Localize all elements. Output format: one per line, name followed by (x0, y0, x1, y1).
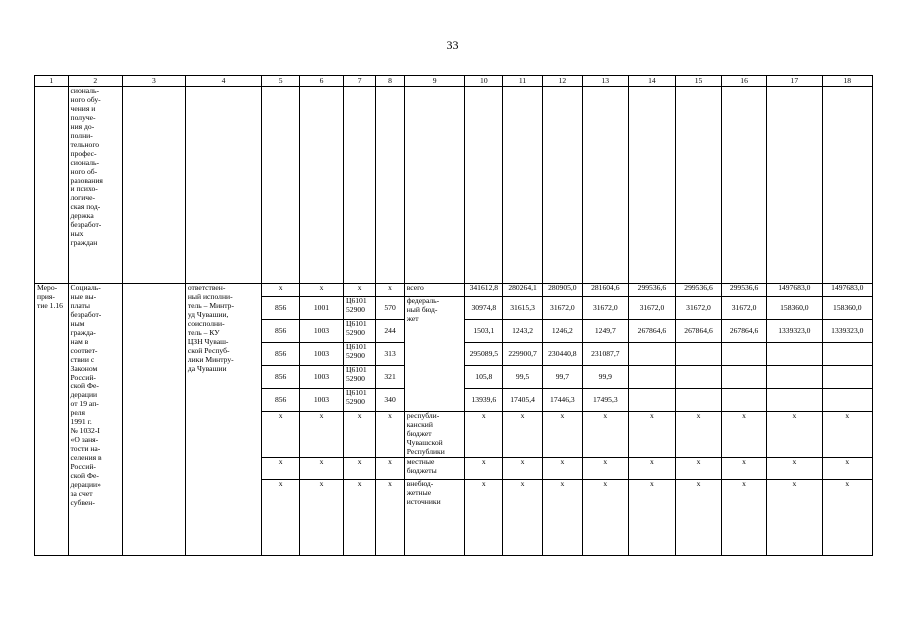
table-cell: 299536,6 (675, 284, 721, 297)
table-cell: x (299, 479, 343, 555)
table-cell (675, 343, 721, 366)
table-cell: Ц6101 52900 (343, 389, 375, 412)
continuation-text: сиональ- ного обу- чения и получе- ния до- полни- тельного профес- сиональ- ного об- разования и психо- логиче- ская под- держка безработ- ных граждан (68, 87, 122, 284)
table-cell: x (767, 479, 823, 555)
table-cell: 570 (376, 297, 404, 320)
table-cell: x (628, 479, 675, 555)
table-cell (722, 366, 767, 389)
col-header-8: 8 (376, 76, 404, 87)
table-cell: Ц6101 52900 (343, 320, 375, 343)
table-cell: x (675, 412, 721, 458)
col-header-9: 9 (404, 76, 465, 87)
measure-col3 (122, 284, 185, 556)
col-header-1: 1 (35, 76, 69, 87)
table-cell: 856 (262, 297, 300, 320)
table-cell: x (542, 412, 582, 458)
table-cell: 229900,7 (503, 343, 543, 366)
table-cell: Ц6101 52900 (343, 366, 375, 389)
table-cell: 295089,5 (465, 343, 503, 366)
table-cell: 99,7 (542, 366, 582, 389)
table-cell: 31672,0 (722, 297, 767, 320)
table-cell: 231087,7 (582, 343, 628, 366)
page-number: 33 (446, 38, 459, 52)
table-cell: 1497683,0 (822, 284, 872, 297)
table-cell: 321 (376, 366, 404, 389)
table-cell: x (822, 457, 872, 479)
measure-name: Социаль- ные вы- платы безработ- ным граждa- нам в соответ- ствии с Законом Россий- ской Фе- дерации от 19 ап- реля 1991 г. № 1032-I «О заня- тости на- селения в Россий- ской Фе- дерации» за счет субвен- (68, 284, 122, 556)
table-cell: 856 (262, 343, 300, 366)
table-cell: 856 (262, 389, 300, 412)
table-cell (822, 343, 872, 366)
table-cell: x (822, 479, 872, 555)
table-cell: 1003 (299, 343, 343, 366)
table-cell: 31672,0 (542, 297, 582, 320)
table-cell (767, 389, 823, 412)
table-cell: x (376, 479, 404, 555)
col-header-12: 12 (542, 76, 582, 87)
col-header-3: 3 (122, 76, 185, 87)
budget-table (34, 75, 873, 556)
table-cell: x (582, 457, 628, 479)
table-cell: 299536,6 (722, 284, 767, 297)
col-header-13: 13 (582, 76, 628, 87)
table-cell: x (343, 457, 375, 479)
table-cell: 267864,6 (722, 320, 767, 343)
table-cell: 105,8 (465, 366, 503, 389)
table-cell: x (628, 412, 675, 458)
table-cell: 1001 (299, 297, 343, 320)
table-cell: 30974,8 (465, 297, 503, 320)
measure-executor: ответствен- ный исполни- тель – Минтр- уд Чувашии, соисполни- тель – КУ ЦЗН Чуваш- ской Респуб- лики Минтру- да Чувашии (185, 284, 261, 556)
table-cell (628, 389, 675, 412)
col-header-2: 2 (68, 76, 122, 87)
table-cell: 856 (262, 320, 300, 343)
table-cell: 17405,4 (503, 389, 543, 412)
table-cell: 17495,3 (582, 389, 628, 412)
col-header-4: 4 (185, 76, 261, 87)
table-cell: 158360,0 (767, 297, 823, 320)
table-cell: 1003 (299, 366, 343, 389)
col-header-17: 17 (767, 76, 823, 87)
table-cell: 1249,7 (582, 320, 628, 343)
continuation-row (35, 87, 873, 284)
col-header-7: 7 (343, 76, 375, 87)
table-cell: x (262, 412, 300, 458)
table-cell: 299536,6 (628, 284, 675, 297)
table-cell: 1243,2 (503, 320, 543, 343)
table-cell: x (503, 457, 543, 479)
table-cell: 280905,0 (542, 284, 582, 297)
table-cell (628, 343, 675, 366)
table-cell: 158360,0 (822, 297, 872, 320)
source-republic: республи- канский бюджет Чувашской Республики (404, 412, 465, 458)
table-cell: 31615,3 (503, 297, 543, 320)
table-cell: 244 (376, 320, 404, 343)
table-cell (822, 389, 872, 412)
table-cell: 267864,6 (628, 320, 675, 343)
col-header-15: 15 (675, 76, 721, 87)
table-cell (722, 389, 767, 412)
col-header-6: 6 (299, 76, 343, 87)
col-header-11: 11 (503, 76, 543, 87)
table-cell: x (343, 479, 375, 555)
table-cell: 856 (262, 366, 300, 389)
table-cell: x (767, 412, 823, 458)
table-cell: 31672,0 (582, 297, 628, 320)
table-cell: 99,5 (503, 366, 543, 389)
table-cell: x (722, 479, 767, 555)
table-cell: Ц6101 52900 (343, 297, 375, 320)
table-cell: 31672,0 (675, 297, 721, 320)
table-cell: 1339323,0 (767, 320, 823, 343)
table-cell: 17446,3 (542, 389, 582, 412)
source-offbudget: внебюд- жетные источники (404, 479, 465, 555)
table-cell: x (822, 412, 872, 458)
col-header-5: 5 (262, 76, 300, 87)
source-total: всего (404, 284, 465, 297)
table-cell: x (582, 479, 628, 555)
table-cell: x (343, 284, 375, 297)
col-header-18: 18 (822, 76, 872, 87)
table-cell: 340 (376, 389, 404, 412)
table-cell: 1497683,0 (767, 284, 823, 297)
measure-status: Меро- прия- тие 1.16 (35, 284, 69, 556)
table-cell: 267864,6 (675, 320, 721, 343)
table-cell: x (262, 479, 300, 555)
table-cell: x (628, 457, 675, 479)
table-cell: 1003 (299, 389, 343, 412)
table-cell: x (542, 479, 582, 555)
table-cell: x (299, 457, 343, 479)
table-cell: x (262, 284, 300, 297)
column-number-row (35, 76, 873, 87)
table-cell: x (299, 412, 343, 458)
table-cell: 1003 (299, 320, 343, 343)
table-cell (822, 366, 872, 389)
table-cell: 31672,0 (628, 297, 675, 320)
table-cell: x (503, 479, 543, 555)
table-cell: 1339323,0 (822, 320, 872, 343)
table-cell (628, 366, 675, 389)
table-cell (675, 366, 721, 389)
col-header-14: 14 (628, 76, 675, 87)
table-cell: 1503,1 (465, 320, 503, 343)
source-local: местные бюджеты (404, 457, 465, 479)
table-cell: x (299, 284, 343, 297)
table-cell: x (262, 457, 300, 479)
table-cell: x (503, 412, 543, 458)
col-header-10: 10 (465, 76, 503, 87)
table-cell: x (675, 479, 721, 555)
table-cell: x (675, 457, 721, 479)
table-cell: x (465, 479, 503, 555)
table-cell: 281604,6 (582, 284, 628, 297)
table-cell (767, 343, 823, 366)
table-cell: x (376, 284, 404, 297)
table-cell: 280264,1 (503, 284, 543, 297)
table-cell: Ц6101 52900 (343, 343, 375, 366)
table-cell: x (582, 412, 628, 458)
table-row (35, 284, 873, 297)
table-cell: 99,9 (582, 366, 628, 389)
table-cell (675, 389, 721, 412)
table-cell: x (465, 412, 503, 458)
table-cell: x (465, 457, 503, 479)
table-cell: 230440,8 (542, 343, 582, 366)
table-cell: 341612,8 (465, 284, 503, 297)
table-cell: x (767, 457, 823, 479)
table-cell: x (722, 457, 767, 479)
table-cell: 313 (376, 343, 404, 366)
table-cell: x (343, 412, 375, 458)
table-cell: x (542, 457, 582, 479)
table-cell: x (376, 457, 404, 479)
source-federal: федераль- ный бюд- жет (404, 297, 465, 412)
table-cell: 13939,6 (465, 389, 503, 412)
table-cell (767, 366, 823, 389)
table-cell: x (722, 412, 767, 458)
table-cell: 1246,2 (542, 320, 582, 343)
col-header-16: 16 (722, 76, 767, 87)
table-cell: x (376, 412, 404, 458)
table-cell (722, 343, 767, 366)
